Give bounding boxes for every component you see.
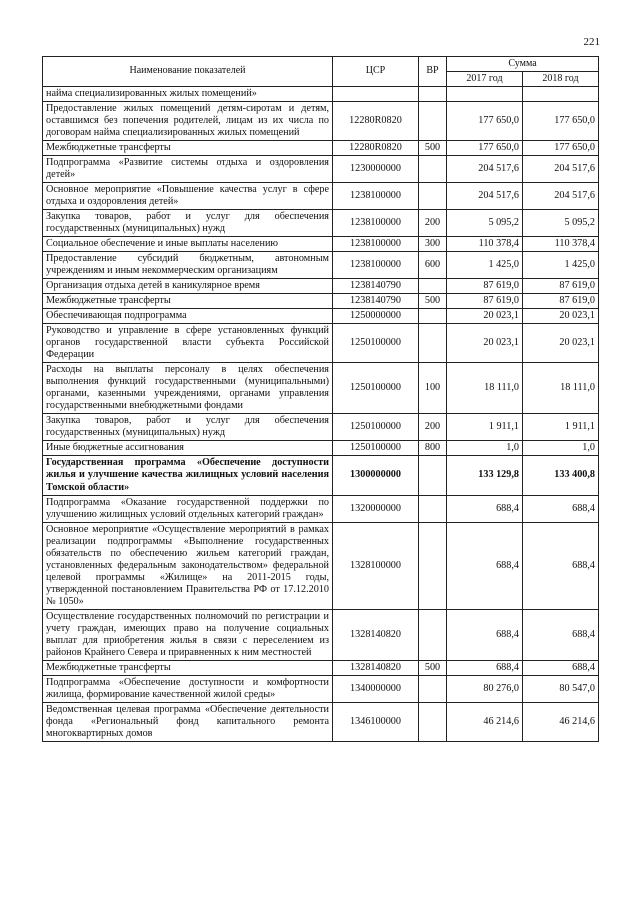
cell-csr: 1300000000 [333,456,419,495]
cell-s2017: 688,4 [447,660,523,675]
table-row [43,414,599,441]
cell-name: Подпрограмма «Обеспечение доступности и комфортности жилища, формирование качественной жилой среды» [43,675,333,702]
cell-csr: 1250100000 [333,363,419,414]
cell-csr: 1238100000 [333,182,419,209]
cell-csr: 1250100000 [333,441,419,456]
table-row [43,441,599,456]
cell-s2017: 688,4 [447,522,523,609]
cell-vr [419,522,447,609]
table-row [43,251,599,278]
cell-s2018: 87 619,0 [523,294,599,309]
cell-csr: 1250100000 [333,324,419,363]
cell-name: Предоставление жилых помещений детям-сиротам и детям, оставшимся без попечения родителей, лицам из их числа по договорам найма специализированных жилых помещений [43,101,333,140]
cell-s2018 [523,86,599,101]
cell-vr: 500 [419,294,447,309]
cell-name: Подпрограмма «Оказание государственной поддержки по улучшению жилищных условий отдельных категорий граждан» [43,495,333,522]
table-row [43,495,599,522]
cell-s2017: 20 023,1 [447,324,523,363]
cell-s2017: 177 650,0 [447,140,523,155]
cell-s2017: 87 619,0 [447,294,523,309]
cell-vr [419,309,447,324]
cell-s2017: 1 911,1 [447,414,523,441]
table-body [43,86,599,742]
cell-vr: 500 [419,660,447,675]
cell-name: Межбюджетные трансферты [43,140,333,155]
cell-csr: 1340000000 [333,675,419,702]
cell-csr: 1328100000 [333,522,419,609]
table-row [43,236,599,251]
cell-s2018: 46 214,6 [523,703,599,742]
header-csr: ЦСР [333,57,419,87]
cell-csr: 1328140820 [333,609,419,660]
header-vr: ВР [419,57,447,87]
cell-s2017: 204 517,6 [447,182,523,209]
cell-csr: 1328140820 [333,660,419,675]
cell-s2017: 688,4 [447,609,523,660]
cell-s2017: 18 111,0 [447,363,523,414]
cell-s2018: 5 095,2 [523,209,599,236]
cell-s2018: 688,4 [523,609,599,660]
cell-s2018: 18 111,0 [523,363,599,414]
cell-vr [419,495,447,522]
cell-csr: 12280R0820 [333,140,419,155]
cell-s2017: 87 619,0 [447,279,523,294]
budget-table [42,56,599,742]
cell-csr: 1320000000 [333,495,419,522]
table-row [43,279,599,294]
header-2018: 2018 год [523,71,599,86]
cell-name: Межбюджетные трансферты [43,660,333,675]
cell-name: Социальное обеспечение и иные выплаты населению [43,236,333,251]
cell-s2017: 5 095,2 [447,209,523,236]
cell-s2017 [447,86,523,101]
cell-csr: 1250000000 [333,309,419,324]
cell-s2018: 1 911,1 [523,414,599,441]
cell-name: Иные бюджетные ассигнования [43,441,333,456]
cell-vr: 600 [419,251,447,278]
table-row [43,182,599,209]
cell-s2018: 204 517,6 [523,155,599,182]
cell-vr [419,101,447,140]
cell-s2018: 87 619,0 [523,279,599,294]
cell-name: Осуществление государственных полномочий по регистрации и учету граждан, имеющих право на получение социальных выплат для приобретения жилья в связи с переселением из районов Крайнего Севера и приравненных к ним местностей [43,609,333,660]
cell-vr: 300 [419,236,447,251]
cell-vr [419,155,447,182]
cell-csr: 1238140790 [333,279,419,294]
table-row [43,675,599,702]
cell-vr [419,86,447,101]
table-row [43,86,599,101]
cell-name: найма специализированных жилых помещений» [43,86,333,101]
header-name: Наименование показателей [43,57,333,87]
table-row [43,324,599,363]
cell-csr: 1250100000 [333,414,419,441]
cell-s2018: 688,4 [523,660,599,675]
cell-s2017: 80 276,0 [447,675,523,702]
cell-vr: 200 [419,209,447,236]
cell-s2017: 688,4 [447,495,523,522]
cell-s2017: 20 023,1 [447,309,523,324]
cell-csr: 1230000000 [333,155,419,182]
cell-vr [419,324,447,363]
table-row [43,209,599,236]
cell-s2018: 688,4 [523,495,599,522]
cell-name: Государственная программа «Обеспечение доступности жилья и улучшение качества жилищных условий населения Томской области» [43,456,333,495]
cell-name: Расходы на выплаты персоналу в целях обеспечения выполнения функций государственными (муниципальными) органами, казенными учреждениями, органами управления государственными внебюджетными фондами [43,363,333,414]
table-header-row [43,57,599,72]
cell-s2018: 177 650,0 [523,101,599,140]
cell-s2018: 133 400,8 [523,456,599,495]
cell-s2017: 177 650,0 [447,101,523,140]
cell-name: Основное мероприятие «Повышение качества услуг в сфере отдыха и оздоровления детей» [43,182,333,209]
table-row [43,703,599,742]
cell-vr [419,279,447,294]
cell-csr: 1238100000 [333,209,419,236]
cell-name: Закупка товаров, работ и услуг для обеспечения государственных (муниципальных) нужд [43,414,333,441]
cell-s2018: 177 650,0 [523,140,599,155]
cell-name: Основное мероприятие «Осуществление мероприятий в рамках реализации подпрограммы «Выполнение государственных обязательств по обеспечению жильем категорий граждан, установленных федеральным законодательством» федеральной целевой программы «Жилище» на 2011-2015 годы, утвержденной постановлением Правительства РФ от 17.12.2010 № 1050» [43,522,333,609]
cell-vr: 100 [419,363,447,414]
cell-name: Организация отдыха детей в каникулярное время [43,279,333,294]
cell-s2017: 110 378,4 [447,236,523,251]
cell-vr: 500 [419,140,447,155]
cell-s2018: 204 517,6 [523,182,599,209]
table-row [43,155,599,182]
table-row [43,609,599,660]
cell-s2018: 20 023,1 [523,309,599,324]
cell-name: Ведомственная целевая программа «Обеспечение деятельности фонда «Региональный фонд капитального ремонта многоквартирных домов [43,703,333,742]
cell-vr [419,456,447,495]
cell-name: Закупка товаров, работ и услуг для обеспечения государственных (муниципальных) нужд [43,209,333,236]
cell-csr [333,86,419,101]
header-2017: 2017 год [447,71,523,86]
cell-s2018: 20 023,1 [523,324,599,363]
cell-s2018: 1 425,0 [523,251,599,278]
table-row [43,456,599,495]
cell-s2018: 688,4 [523,522,599,609]
cell-csr: 1238100000 [333,251,419,278]
cell-s2017: 204 517,6 [447,155,523,182]
cell-s2017: 1 425,0 [447,251,523,278]
cell-vr [419,182,447,209]
cell-vr: 800 [419,441,447,456]
cell-csr: 1238100000 [333,236,419,251]
cell-csr: 12280R0820 [333,101,419,140]
cell-csr: 1238140790 [333,294,419,309]
cell-s2017: 1,0 [447,441,523,456]
cell-s2018: 80 547,0 [523,675,599,702]
table-row [43,294,599,309]
cell-csr: 1346100000 [333,703,419,742]
cell-name: Подпрограмма «Развитие системы отдыха и оздоровления детей» [43,155,333,182]
table-row [43,363,599,414]
cell-s2018: 110 378,4 [523,236,599,251]
cell-vr [419,609,447,660]
cell-name: Руководство и управление в сфере установленных функций органов государственной власти субъекта Российской Федерации [43,324,333,363]
cell-vr [419,675,447,702]
cell-s2018: 1,0 [523,441,599,456]
cell-name: Межбюджетные трансферты [43,294,333,309]
cell-vr [419,703,447,742]
table-row [43,660,599,675]
page-number: 221 [583,36,600,48]
cell-s2017: 133 129,8 [447,456,523,495]
table-row [43,140,599,155]
header-sum: Сумма [447,57,599,72]
table-row [43,309,599,324]
cell-s2017: 46 214,6 [447,703,523,742]
cell-vr: 200 [419,414,447,441]
cell-name: Обеспечивающая подпрограмма [43,309,333,324]
table-row [43,522,599,609]
table-row [43,101,599,140]
cell-name: Предоставление субсидий бюджетным, автономным учреждениям и иным некоммерческим организациям [43,251,333,278]
